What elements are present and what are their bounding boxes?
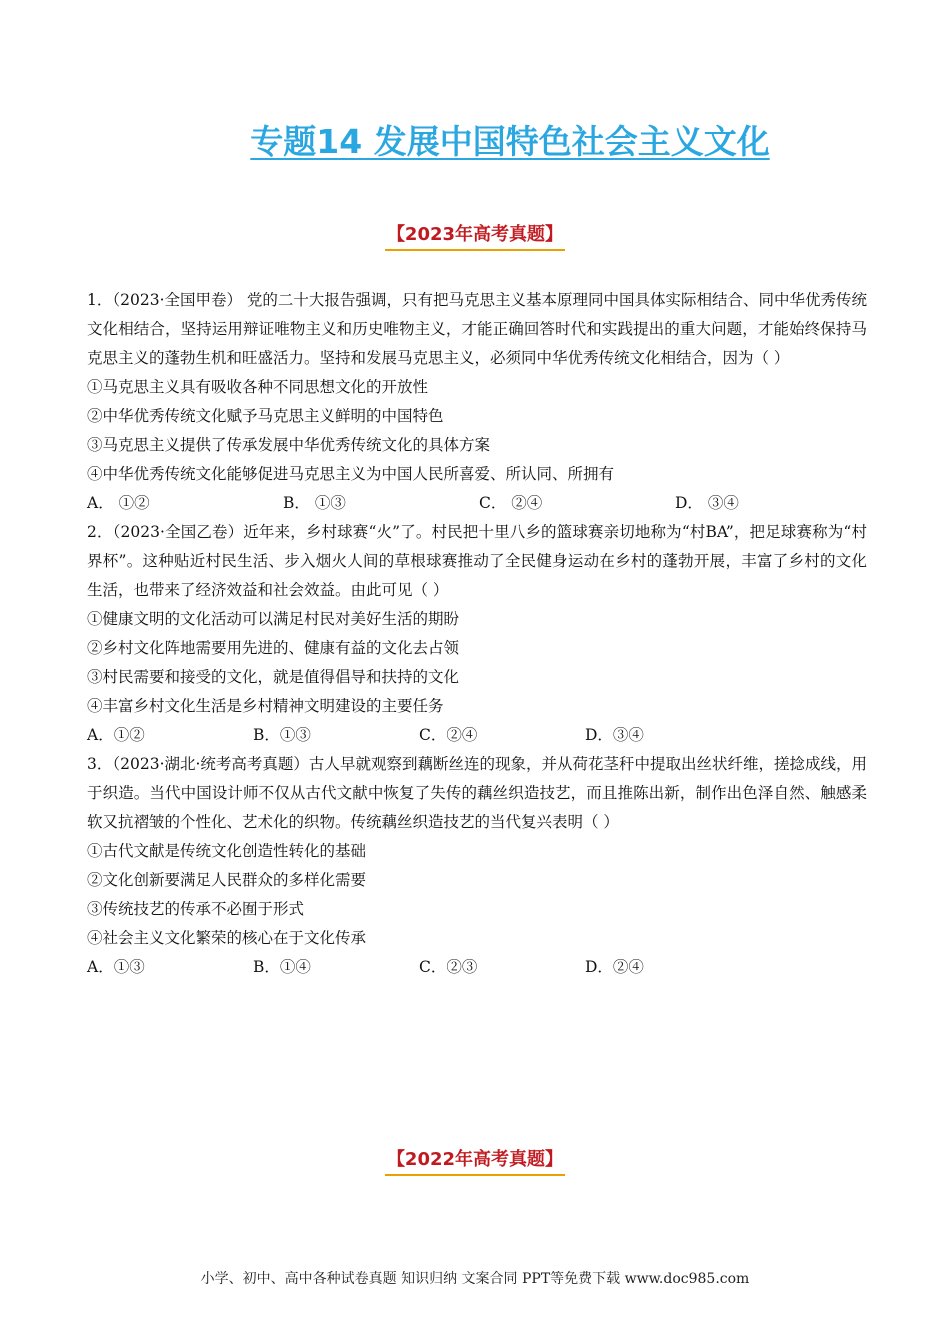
question-option: ④中华优秀传统文化能够促进马克思主义为中国人民所喜爱、所认同、所拥有 bbox=[87, 465, 615, 483]
choice-b: B．①③ bbox=[253, 726, 311, 744]
question-option: ①古代文献是传统文化创造性转化的基础 bbox=[87, 842, 367, 860]
question-stem: 1．（2023·全国甲卷） 党的二十大报告强调，只有把马克思主义基本原理同中国具体实际相结合、同中华优秀传统文化相结合，坚持运用辩证唯物主义和历史唯物主义，才能正确回答时代和实践提出的重大问题，才能始终保持马克思主义的蓬勃生机和旺盛活力。坚持和发展马克思主义，必须同中华优秀传统文化相结合，因为（ ） bbox=[87, 291, 867, 367]
choice-d: D．③④ bbox=[585, 726, 644, 744]
question-stem: 2．（2023·全国乙卷）近年来，乡村球赛“火”了。村民把十里八乡的篮球赛亲切地称为“村BA”，把足球赛称为“村界杯”。这种贴近村民生活、步入烟火人间的草根球赛推动了全民健身运动在乡村的蓬勃开展，丰富了乡村的文化生活，也带来了经济效益和社会效益。由此可见（ ） bbox=[87, 523, 867, 599]
page-title: 专题14 发展中国特色社会主义文化 bbox=[250, 122, 770, 161]
answer-choices bbox=[87, 721, 867, 750]
question-option: ①马克思主义具有吸收各种不同思想文化的开放性 bbox=[87, 378, 429, 396]
choice-c: C．②③ bbox=[419, 958, 478, 976]
answer-choices bbox=[87, 489, 867, 518]
choice-b: B． ①③ bbox=[283, 494, 346, 512]
section-2022-heading bbox=[0, 1149, 950, 1176]
choice-c: C． ②④ bbox=[479, 494, 543, 512]
choice-d: D．②④ bbox=[585, 958, 644, 976]
section-label: 【2023年高考真题】 bbox=[385, 224, 565, 251]
question-option: ③村民需要和接受的文化，就是值得倡导和扶持的文化 bbox=[87, 668, 460, 686]
choice-b: B．①④ bbox=[253, 958, 311, 976]
question-option: ②乡村文化阵地需要用先进的、健康有益的文化去占领 bbox=[87, 639, 460, 657]
question-option: ③马克思主义提供了传承发展中华优秀传统文化的具体方案 bbox=[87, 436, 491, 454]
section-label: 【2022年高考真题】 bbox=[385, 1149, 565, 1176]
question-2 bbox=[87, 518, 867, 750]
page-footer: 小学、初中、高中各种试卷真题 知识归纳 文案合同 PPT等免费下载 www.doc985.com bbox=[200, 1271, 750, 1287]
choice-a: A．①③ bbox=[87, 958, 145, 976]
choice-d: D． ③④ bbox=[675, 494, 739, 512]
choice-a: A． ①② bbox=[87, 494, 150, 512]
question-list bbox=[87, 286, 867, 982]
question-option: ③传统技艺的传承不必囿于形式 bbox=[87, 900, 305, 918]
section-2023-heading bbox=[0, 224, 950, 251]
choice-a: A．①② bbox=[87, 726, 145, 744]
question-option: ①健康文明的文化活动可以满足村民对美好生活的期盼 bbox=[87, 610, 460, 628]
question-option: ②中华优秀传统文化赋予马克思主义鲜明的中国特色 bbox=[87, 407, 444, 425]
question-option: ④丰富乡村文化生活是乡村精神文明建设的主要任务 bbox=[87, 697, 444, 715]
choice-c: C．②④ bbox=[419, 726, 478, 744]
question-1 bbox=[87, 286, 867, 518]
question-option: ④社会主义文化繁荣的核心在于文化传承 bbox=[87, 929, 367, 947]
question-option: ②文化创新要满足人民群众的多样化需要 bbox=[87, 871, 367, 889]
question-3 bbox=[87, 750, 867, 982]
question-stem: 3．（2023·湖北·统考高考真题）古人早就观察到藕断丝连的现象，并从荷花茎秆中提取出丝状纤维，搓捻成线，用于织造。当代中国设计师不仅从古代文献中恢复了失传的藕丝织造技艺，而且推陈出新，制作出色泽自然、触感柔软又抗褶皱的个性化、艺术化的织物。传统藕丝织造技艺的当代复兴表明（ ） bbox=[87, 755, 867, 831]
answer-choices bbox=[87, 953, 867, 982]
